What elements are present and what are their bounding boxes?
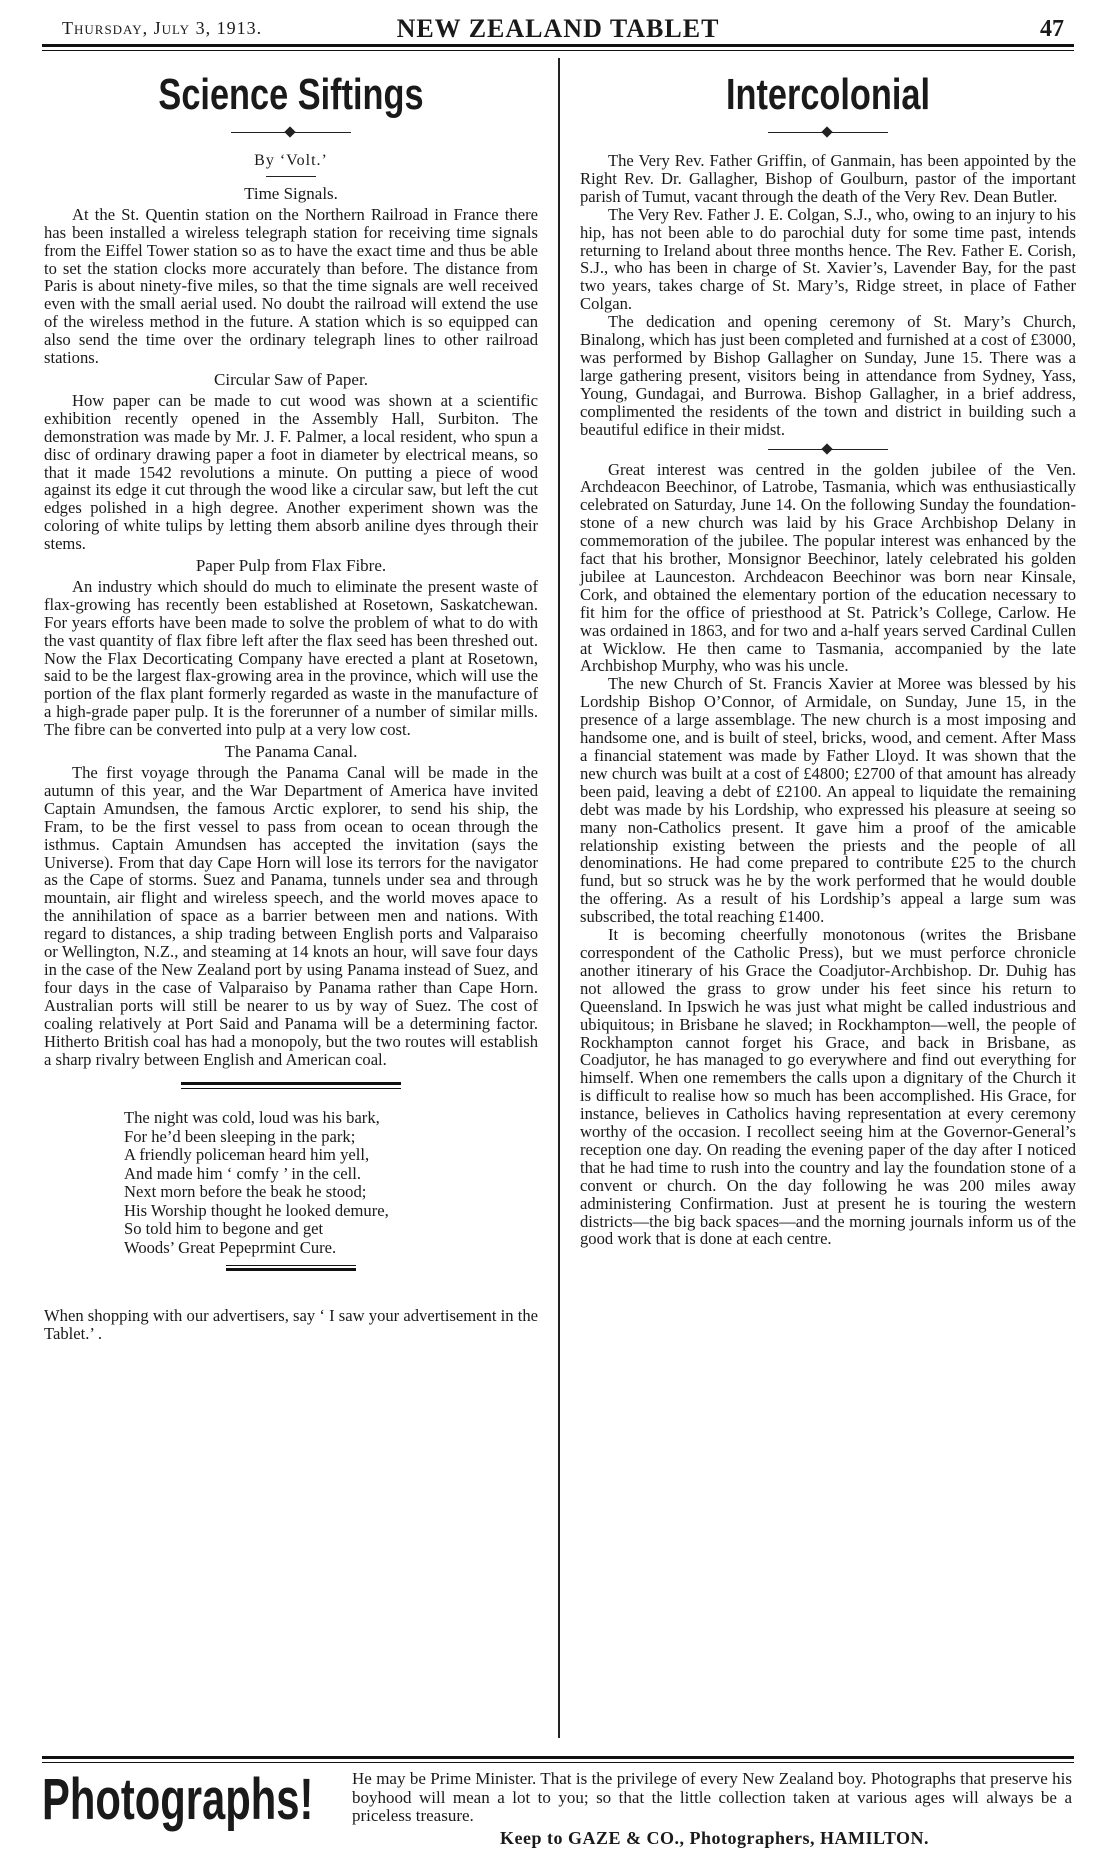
column-divider: [558, 58, 560, 1738]
page-header: [42, 10, 1074, 44]
article-paragraph: The dedication and opening ceremony of St. Mary’s Church, Binalong, which has just been completed and furnished at a cost of £3000, was performed by Bishop Gallagher on Sunday, June 15. There was a large gathering present, visitors being in attendance from Sydney, Yass, Young, Gundagai, and Burrowa. Bishop Gallagher, in a brief address, complimented the residents of the town and district in building such a beautiful edifice in their midst.: [580, 312, 1076, 439]
article-paragraph: The first voyage through the Panama Canal will be made in the autumn of this year, and the War Department of America have invited Captain Amundsen, the famous Arctic explorer, to send his ship, the Fram, to be the first vessel to pass from ocean to ocean through the isthmus. Captain Amundsen has accepted the invitation (says the Universe). From that day Cape Horn will lose its terrors for the navigator as the Cape of storms. Suez and Panama, tunnels under sea and through mountain, air flight and wireless speech, and the world moves apace to the annihilation of space as a barrier between men and nations. With regard to distances, a ship trading between English ports and Valparaiso or Wellington, N.Z., and steaming at 14 knots an hour, will save four days in the case of the New Zealand port by using Panama instead of Suez, and four days in the case of Valparaiso by Panama rather than Cape Horn. Australian ports will still be nearer to us by way of Suez. The cost of coaling relatively at Port Said and Panama will be a determining factor. Hitherto British coal has had a monopoly, but the two routes will establish a sharp rivalry between English and American coal.: [44, 763, 538, 1069]
poem-top-rule: [181, 1082, 401, 1089]
masthead: NEW ZEALAND TABLET: [396, 14, 720, 43]
subhead-panama-canal: The Panama Canal.: [224, 742, 358, 762]
advert-title: Photographs!: [42, 1767, 314, 1832]
shopping-note: When shopping with our advertisers, say ‘ I saw your advertisement in the Tablet.’ .: [44, 1306, 538, 1344]
ornament-divider: [768, 443, 888, 457]
article-paragraph: The new Church of St. Francis Xavier at Moree was blessed by his Lordship Bishop O’Connor, of Armidale, on Sunday, June 15, in the presence of a large assemblage. The new church is a most imposing and handsome one, and is built of steel, bricks, wood, and cement. After Mass a financial statement was made by Father Lloyd. It was shown that the new church was built at a cost of £4800; £2700 of that amount has already been paid, leaving a debt of £2100. An appeal to liquidate the remaining debt was made by his Lordship, who expressed his pleasure at seeing so many non-Catholics present. It gave him a proof of the amicable relationship existing between the priests and the people of all denominations. He had come prepared to contribute £25 to the church fund, but so struck was he by the work performed that he would double the offering. As a result of his Lordship’s appeal a large sum was subscribed, the total reaching £1400.: [580, 674, 1076, 927]
article-paragraph: It is becoming cheerfully monotonous (writes the Brisbane correspondent of the Catholic Press), but we must perforce chronicle another itinerary of his Grace the Coadjutor-Archbishop. Dr. Duhig has not allowed the grass to grow under his feet since his return to Queensland. In Ipswich he was just what might be called industrious and ubiquitous; in Brisbane he slaved; in Rockhampton—well, the people of Rockhampton cannot forget his Grace, and back in Brisbane, as Coadjutor, he has managed to go everywhere and find out everything for himself. When one remembers the calls upon a dignitary of the Church it is difficult to realise how so much has been accomplished. His Grace, for instance, believes in Catholics having representation at every ceremony worthy of the occasion. I recollect seeing him at the Governor-General’s reception one day. On reading the evening paper of the day after I noticed that he had time to rush into the country and lay the foundation stone of a convent or church. On the day following he was 200 miles away administering Confirmation. Just at present he is touring the western districts—the big back spaces—and the morning journals inform us of the good work that is done at each centre.: [580, 925, 1076, 1249]
footer-rule: [42, 1756, 1074, 1759]
poem-line: A friendly policeman heard him yell,: [124, 1145, 370, 1165]
article-paragraph: How paper can be made to cut wood was shown at a scientific exhibition recently opened in the Assembly Hall, Surbiton. The demonstration was made by Mr. J. F. Palmer, a local resident, who spun a disc of ordinary drawing paper a foot in diameter by electrical means, so that it made 1542 revolutions a minute. On putting a piece of wood against its edge it cut through the wood like a circular saw, but left the cut edges polished in a high degree. Another experiment shown was the coloring of white tulips by letting them absorb aniline dyes through their stems.: [44, 390, 538, 554]
footer-rule-thin: [42, 1762, 1074, 1763]
poem-bottom-rule: [226, 1265, 356, 1271]
poem-line: And made him ‘ comfy ’ in the cell.: [124, 1163, 362, 1183]
section-title-science-siftings: Science Siftings: [158, 70, 424, 119]
article-paragraph: The Very Rev. Father J. E. Colgan, S.J., who, owing to an injury to his hip, has not been able to do parochial duty for some time past, intends returning to Ireland about three months hence. The Rev. Father E. Corish, S.J., who has been in charge of St. Xavier’s, Lavender Bay, for the past two years, takes charge of St. Mary’s, Ridge street, in place of Father Colgan.: [580, 204, 1076, 314]
poem-line: Woods’ Great Pepeprmint Cure.: [124, 1237, 337, 1257]
poem-line: The night was cold, loud was his bark,: [124, 1108, 380, 1128]
article-paragraph: The Very Rev. Father Griffin, of Ganmain, has been appointed by the Right Rev. Dr. Gallagher, Bishop of Goulburn, pastor of the important parish of Tumut, vacant through the death of the Very Rev. Dean Butler.: [580, 151, 1076, 206]
article-paragraph: At the St. Quentin station on the Northern Railroad in France there has been installed a wireless telegraph station for receiving time signals from the Eiffel Tower station so as to have the exact time and thus be able to set the station clocks more accurately than before. The distance from Paris is about ninety-five miles, so that the time signals are well received even with the small aerial used. No doubt the railroad will extend the use of the wireless method in the future. A station which is so equipped can also send the time over the ordinary telegraph lines to other railroad stations.: [44, 204, 538, 368]
subhead-time-signals: Time Signals.: [244, 183, 338, 203]
subhead-circular-saw: Circular Saw of Paper.: [214, 369, 368, 389]
header-rule: [42, 44, 1074, 47]
poem-line: So told him to begone and get: [124, 1219, 324, 1239]
section-title-intercolonial: Intercolonial: [725, 70, 931, 119]
article-paragraph: An industry which should do much to eliminate the present waste of flax-growing has recently been established at Rosetown, Saskatchewan. For years efforts have been made to solve the problem of what to do with the vast quantity of flax fibre left after the flax seed has been threshed out. Now the Flax Decorticating Company have erected a plant at Rosetown, said to be the largest flax-growing area in the province, which will use the portion of the flax plant formerly regarded as waste in the manufacture of a high-grade paper pulp. It is the forerunner of a number of similar mills. The fibre can be converted into pulp at a very low cost.: [44, 576, 538, 740]
article-paragraph: Great interest was centred in the golden jubilee of the Ven. Archdeacon Beechinor, of Latrobe, Tasmania, which was enthusiastically celebrated on Saturday, June 14. On the following Sunday the foundation-stone of a new church was laid by his Grace Archbishop Delany in commemoration of the jubilee. The popular interest was enhanced by the fact that his brother, Monsignor Beechinor, lately celebrated his golden jubilee at Launceston. Archdeacon Beechinor was born near Kinsale, Cork, and obtained the elementary portion of the education necessary to fit him for the office of priesthood at St. Patrick’s College, Carlow. He was ordained in 1863, and for two and a-half years served Cardinal Cullen at Wicklow. He then came to Tasmania, accompanied by the late Archbishop Murphy, who was his uncle.: [580, 459, 1076, 676]
byline-rule: [266, 176, 316, 177]
subhead-paper-pulp: Paper Pulp from Flax Fibre.: [195, 556, 387, 576]
page-number: 47: [1040, 16, 1064, 42]
byline: By ‘Volt.’: [254, 152, 328, 169]
science-siftings-column: [44, 62, 538, 1343]
poem-line: His Worship thought he looked demure,: [124, 1200, 389, 1220]
advert-text: He may be Prime Minister. That is the privilege of every New Zealand boy. Photographs that preserve his boyhood will mean a lot to you; so that the little collection taken at various ages will always be a priceless treasure.: [352, 1769, 1072, 1825]
issue-date: Thursday, July 3, 1913.: [62, 18, 263, 38]
ornament-divider: [231, 126, 351, 140]
intercolonial-column: [580, 62, 1076, 1248]
advert-poem: [124, 1109, 538, 1257]
advert-signature: Keep to GAZE & CO., Photographers, HAMILTON.: [500, 1828, 930, 1848]
ornament-divider: [768, 126, 888, 140]
poem-line: For he’d been sleeping in the park;: [124, 1126, 356, 1146]
header-rule-thin: [42, 50, 1074, 51]
poem-line: Next morn before the beak he stood;: [124, 1182, 367, 1202]
